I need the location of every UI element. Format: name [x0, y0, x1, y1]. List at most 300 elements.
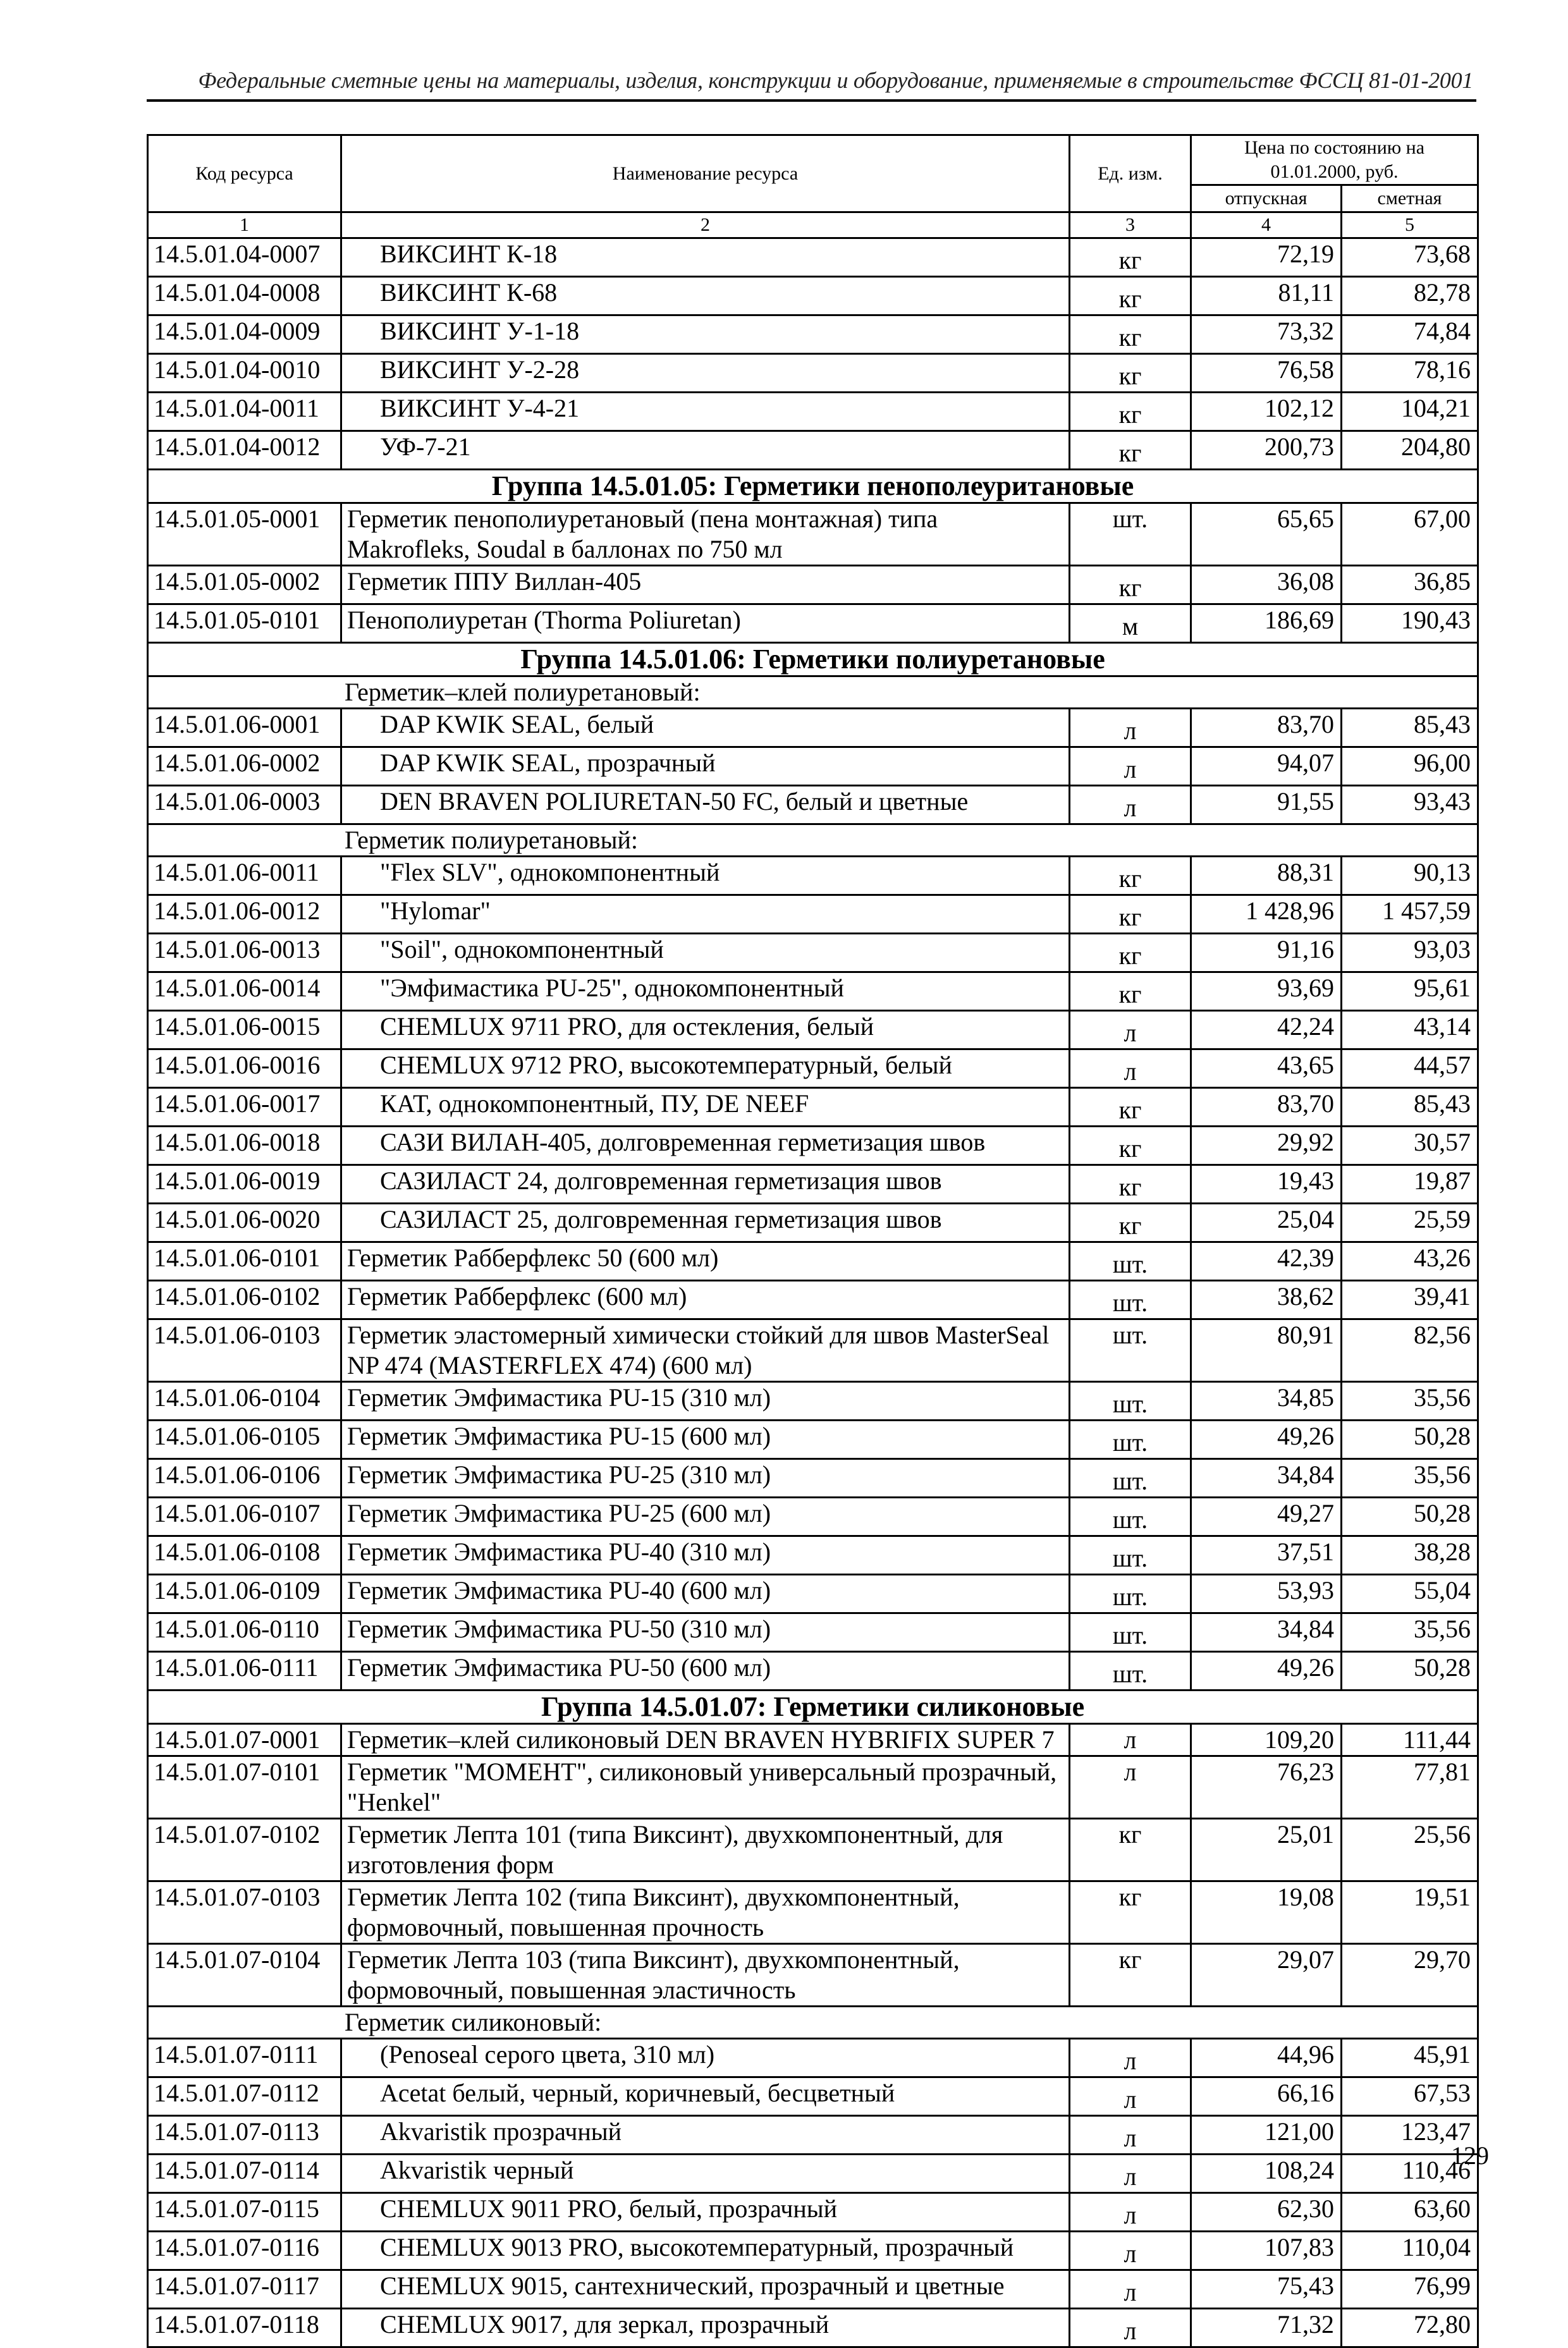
table-row	[148, 1382, 1478, 1421]
resource-code: 14.5.01.07-0112	[148, 2077, 341, 2116]
unit-of-measure: л	[1070, 2116, 1191, 2155]
resource-name: "Эмфимастика PU-25", однокомпонентный	[341, 972, 1070, 1011]
group-heading-row	[148, 643, 1478, 676]
price-release: 36,08	[1191, 566, 1342, 604]
price-estimate: 35,56	[1342, 1382, 1478, 1421]
unit-of-measure: л	[1070, 1756, 1191, 1819]
unit-of-measure: кг	[1070, 895, 1191, 934]
resource-name: УФ-7-21	[341, 431, 1070, 470]
header-price-estimate: сметная	[1342, 185, 1478, 212]
resource-name: CHEMLUX 9015, сантехнический, прозрачный и цветные	[341, 2270, 1070, 2309]
table-row	[148, 1011, 1478, 1049]
resource-code: 14.5.01.07-0116	[148, 2232, 341, 2270]
unit-of-measure: шт.	[1070, 1382, 1191, 1421]
resource-name: CHEMLUX 9711 PRO, для остекления, белый	[341, 1011, 1070, 1049]
unit-of-measure: шт.	[1070, 1575, 1191, 1613]
resource-code: 14.5.01.07-0115	[148, 2193, 341, 2232]
resource-name: Герметик Эмфимастика PU-50 (310 мл)	[341, 1613, 1070, 1652]
unit-of-measure: кг	[1070, 566, 1191, 604]
resource-code: 14.5.01.04-0012	[148, 431, 341, 470]
price-release: 49,26	[1191, 1652, 1342, 1691]
unit-of-measure: кг	[1070, 315, 1191, 354]
resource-name: (Penoseal серого цвета, 310 мл)	[341, 2039, 1070, 2077]
table-row	[148, 604, 1478, 643]
resource-name: "Flex SLV", однокомпонентный	[341, 857, 1070, 895]
table-row	[148, 972, 1478, 1011]
price-release: 108,24	[1191, 2155, 1342, 2193]
price-estimate: 85,43	[1342, 1088, 1478, 1127]
price-release: 42,24	[1191, 1011, 1342, 1049]
price-release: 91,55	[1191, 786, 1342, 824]
price-estimate: 82,56	[1342, 1319, 1478, 1382]
column-number: 2	[341, 212, 1070, 238]
header-price-group: Цена по состоянию на 01.01.2000, руб.	[1191, 135, 1478, 185]
resource-name: DAP KWIK SEAL, прозрачный	[341, 747, 1070, 786]
price-estimate: 19,51	[1342, 1881, 1478, 1944]
unit-of-measure: л	[1070, 2077, 1191, 2116]
resource-name: ВИКСИНТ У-4-21	[341, 393, 1070, 431]
unit-of-measure: кг	[1070, 354, 1191, 393]
price-release: 102,12	[1191, 393, 1342, 431]
column-number: 3	[1070, 212, 1191, 238]
unit-of-measure: л	[1070, 1011, 1191, 1049]
price-estimate: 63,60	[1342, 2193, 1478, 2232]
price-estimate: 43,14	[1342, 1011, 1478, 1049]
price-estimate: 36,85	[1342, 566, 1478, 604]
resource-name: ВИКСИНТ К-18	[341, 238, 1070, 277]
resource-name: ВИКСИНТ У-2-28	[341, 354, 1070, 393]
resource-code: 14.5.01.07-0101	[148, 1756, 341, 1819]
table-row	[148, 1498, 1478, 1536]
unit-of-measure: кг	[1070, 1944, 1191, 2007]
price-release: 44,96	[1191, 2039, 1342, 2077]
price-estimate: 50,28	[1342, 1652, 1478, 1691]
resource-name: Герметик Лепта 102 (типа Виксинт), двухкомпонентный, формовочный, повышенная прочность	[341, 1881, 1070, 1944]
price-release: 200,73	[1191, 431, 1342, 470]
price-release: 72,19	[1191, 238, 1342, 277]
resource-code: 14.5.01.07-0118	[148, 2309, 341, 2347]
price-estimate: 25,59	[1342, 1204, 1478, 1242]
unit-of-measure: кг	[1070, 972, 1191, 1011]
group-heading-row	[148, 470, 1478, 503]
price-release: 53,93	[1191, 1575, 1342, 1613]
resource-code: 14.5.01.06-0107	[148, 1498, 341, 1536]
price-release: 80,91	[1191, 1319, 1342, 1382]
price-estimate: 204,80	[1342, 431, 1478, 470]
price-estimate: 74,84	[1342, 315, 1478, 354]
price-estimate: 95,61	[1342, 972, 1478, 1011]
price-release: 88,31	[1191, 857, 1342, 895]
resource-name: САЗИЛАСТ 25, долговременная герметизация швов	[341, 1204, 1070, 1242]
price-estimate: 104,21	[1342, 393, 1478, 431]
resource-name: Герметик Эмфимастика PU-40 (600 мл)	[341, 1575, 1070, 1613]
resource-code: 14.5.01.06-0111	[148, 1652, 341, 1691]
group-title: Группа 14.5.01.06: Герметики полиуретановые	[148, 643, 1478, 676]
unit-of-measure: л	[1070, 2193, 1191, 2232]
column-number: 4	[1191, 212, 1342, 238]
price-table	[147, 134, 1479, 2348]
price-release: 66,16	[1191, 2077, 1342, 2116]
column-number-row	[148, 212, 1478, 238]
resource-name: "Soil", однокомпонентный	[341, 934, 1070, 972]
table-row	[148, 1204, 1478, 1242]
resource-name: Герметик эластомерный химически стойкий для швов MasterSeal NP 474 (MASTERFLEX 474) (600 мл)	[341, 1319, 1070, 1382]
price-release: 43,65	[1191, 1049, 1342, 1088]
price-estimate: 123,47	[1342, 2116, 1478, 2155]
resource-name: САЗИЛАСТ 24, долговременная герметизация швов	[341, 1165, 1070, 1204]
unit-of-measure: л	[1070, 2309, 1191, 2347]
table-row	[148, 1088, 1478, 1127]
price-release: 73,32	[1191, 315, 1342, 354]
resource-code: 14.5.01.06-0103	[148, 1319, 341, 1382]
price-estimate: 93,03	[1342, 934, 1478, 972]
table-row	[148, 1421, 1478, 1459]
price-release: 34,84	[1191, 1613, 1342, 1652]
resource-code: 14.5.01.06-0003	[148, 786, 341, 824]
resource-code: 14.5.01.06-0015	[148, 1011, 341, 1049]
resource-name: Пенополиуретан (Thorma Poliuretan)	[341, 604, 1070, 643]
resource-name: ВИКСИНТ У-1-18	[341, 315, 1070, 354]
price-estimate: 110,04	[1342, 2232, 1478, 2270]
resource-code: 14.5.01.06-0104	[148, 1382, 341, 1421]
header-price-release: отпускная	[1191, 185, 1342, 212]
price-release: 76,58	[1191, 354, 1342, 393]
resource-code: 14.5.01.06-0019	[148, 1165, 341, 1204]
running-header: Федеральные сметные цены на материалы, изделия, конструкции и оборудование, применяемые в строительстве ФССЦ 81-01-2001	[198, 68, 1473, 93]
price-release: 25,04	[1191, 1204, 1342, 1242]
price-release: 81,11	[1191, 277, 1342, 315]
price-release: 34,85	[1191, 1382, 1342, 1421]
resource-code: 14.5.01.06-0018	[148, 1127, 341, 1165]
resource-code: 14.5.01.07-0111	[148, 2039, 341, 2077]
unit-of-measure: шт.	[1070, 1281, 1191, 1319]
price-release: 29,07	[1191, 1944, 1342, 2007]
price-release: 19,43	[1191, 1165, 1342, 1204]
price-estimate: 50,28	[1342, 1421, 1478, 1459]
resource-code: 14.5.01.07-0102	[148, 1819, 341, 1881]
price-estimate: 93,43	[1342, 786, 1478, 824]
resource-code: 14.5.01.07-0114	[148, 2155, 341, 2193]
table-row	[148, 1165, 1478, 1204]
price-release: 121,00	[1191, 2116, 1342, 2155]
table-row	[148, 354, 1478, 393]
subgroup-heading-row	[148, 676, 1478, 709]
price-estimate: 50,28	[1342, 1498, 1478, 1536]
price-estimate: 85,43	[1342, 709, 1478, 747]
table-row	[148, 2039, 1478, 2077]
table-row	[148, 566, 1478, 604]
price-estimate: 30,57	[1342, 1127, 1478, 1165]
price-release: 94,07	[1191, 747, 1342, 786]
subgroup-title: Герметик–клей полиуретановый:	[148, 676, 1478, 709]
resource-name: CHEMLUX 9013 PRO, высокотемпературный, прозрачный	[341, 2232, 1070, 2270]
table-row	[148, 2077, 1478, 2116]
unit-of-measure: кг	[1070, 277, 1191, 315]
resource-code: 14.5.01.06-0014	[148, 972, 341, 1011]
table-row	[148, 1613, 1478, 1652]
table-row	[148, 1127, 1478, 1165]
price-estimate: 67,53	[1342, 2077, 1478, 2116]
price-estimate: 35,56	[1342, 1459, 1478, 1498]
table-row	[148, 934, 1478, 972]
resource-code: 14.5.01.07-0117	[148, 2270, 341, 2309]
unit-of-measure: кг	[1070, 934, 1191, 972]
price-estimate: 110,46	[1342, 2155, 1478, 2193]
price-estimate: 35,56	[1342, 1613, 1478, 1652]
unit-of-measure: кг	[1070, 393, 1191, 431]
price-release: 49,27	[1191, 1498, 1342, 1536]
unit-of-measure: кг	[1070, 1165, 1191, 1204]
resource-code: 14.5.01.04-0011	[148, 393, 341, 431]
unit-of-measure: л	[1070, 1049, 1191, 1088]
price-estimate: 111,44	[1342, 1724, 1478, 1756]
resource-code: 14.5.01.06-0011	[148, 857, 341, 895]
price-estimate: 45,91	[1342, 2039, 1478, 2077]
table-row	[148, 1242, 1478, 1281]
group-title: Группа 14.5.01.05: Герметики пенополеуритановые	[148, 470, 1478, 503]
unit-of-measure: шт.	[1070, 1319, 1191, 1382]
resource-name: КАТ, однокомпонентный, ПУ, DE NEEF	[341, 1088, 1070, 1127]
header-name: Наименование ресурса	[341, 135, 1070, 212]
price-release: 1 428,96	[1191, 895, 1342, 934]
unit-of-measure: шт.	[1070, 503, 1191, 566]
table-row	[148, 1652, 1478, 1691]
unit-of-measure: шт.	[1070, 1613, 1191, 1652]
unit-of-measure: л	[1070, 2270, 1191, 2309]
resource-code: 14.5.01.05-0002	[148, 566, 341, 604]
resource-name: Герметик Эмфимастика PU-25 (600 мл)	[341, 1498, 1070, 1536]
price-estimate: 44,57	[1342, 1049, 1478, 1088]
unit-of-measure: шт.	[1070, 1421, 1191, 1459]
table-row	[148, 238, 1478, 277]
header-code: Код ресурса	[148, 135, 341, 212]
price-release: 25,01	[1191, 1819, 1342, 1881]
table-row	[148, 2193, 1478, 2232]
resource-code: 14.5.01.06-0102	[148, 1281, 341, 1319]
price-release: 62,30	[1191, 2193, 1342, 2232]
resource-code: 14.5.01.07-0103	[148, 1881, 341, 1944]
price-release: 65,65	[1191, 503, 1342, 566]
table-row	[148, 277, 1478, 315]
column-number: 5	[1342, 212, 1478, 238]
price-release: 83,70	[1191, 709, 1342, 747]
resource-name: Герметик пенополиуретановый (пена монтажная) типа Makrofleks, Soudal в баллонах по 750 мл	[341, 503, 1070, 566]
table-row	[148, 1459, 1478, 1498]
resource-code: 14.5.01.04-0008	[148, 277, 341, 315]
resource-name: Герметик "МОМЕНТ", силиконовый универсальный прозрачный, "Henkel"	[341, 1756, 1070, 1819]
price-release: 49,26	[1191, 1421, 1342, 1459]
resource-code: 14.5.01.04-0010	[148, 354, 341, 393]
resource-name: Герметик–клей силиконовый DEN BRAVEN HYBRIFIX SUPER 7	[341, 1724, 1070, 1756]
resource-code: 14.5.01.06-0101	[148, 1242, 341, 1281]
resource-name: CHEMLUX 9011 PRO, белый, прозрачный	[341, 2193, 1070, 2232]
resource-name: DEN BRAVEN POLIURETAN-50 FC, белый и цветные	[341, 786, 1070, 824]
price-release: 34,84	[1191, 1459, 1342, 1498]
resource-code: 14.5.01.06-0001	[148, 709, 341, 747]
resource-name: Герметик Эмфимастика PU-40 (310 мл)	[341, 1536, 1070, 1575]
unit-of-measure: кг	[1070, 1204, 1191, 1242]
unit-of-measure: л	[1070, 2232, 1191, 2270]
table-row	[148, 1319, 1478, 1382]
resource-name: Герметик ППУ Виллан-405	[341, 566, 1070, 604]
resource-name: Герметик Эмфимастика PU-15 (310 мл)	[341, 1382, 1070, 1421]
price-release: 71,32	[1191, 2309, 1342, 2347]
resource-code: 14.5.01.06-0020	[148, 1204, 341, 1242]
resource-name: Герметик Лепта 101 (типа Виксинт), двухкомпонентный, для изготовления форм	[341, 1819, 1070, 1881]
resource-code: 14.5.01.06-0110	[148, 1613, 341, 1652]
table-row	[148, 1756, 1478, 1819]
resource-name: Acetat белый, черный, коричневый, бесцветный	[341, 2077, 1070, 2116]
price-release: 76,23	[1191, 1756, 1342, 1819]
table-row	[148, 1881, 1478, 1944]
table-row	[148, 709, 1478, 747]
unit-of-measure: кг	[1070, 1881, 1191, 1944]
resource-code: 14.5.01.04-0009	[148, 315, 341, 354]
unit-of-measure: л	[1070, 786, 1191, 824]
resource-code: 14.5.01.06-0012	[148, 895, 341, 934]
subgroup-title: Герметик полиуретановый:	[148, 824, 1478, 857]
table-row	[148, 431, 1478, 470]
resource-code: 14.5.01.06-0106	[148, 1459, 341, 1498]
table-row	[148, 315, 1478, 354]
price-estimate: 96,00	[1342, 747, 1478, 786]
column-number: 1	[148, 212, 341, 238]
table-row	[148, 1944, 1478, 2007]
table-row	[148, 2270, 1478, 2309]
resource-code: 14.5.01.06-0013	[148, 934, 341, 972]
table-row	[148, 1724, 1478, 1756]
price-release: 75,43	[1191, 2270, 1342, 2309]
unit-of-measure: кг	[1070, 1819, 1191, 1881]
unit-of-measure: шт.	[1070, 1498, 1191, 1536]
price-release: 107,83	[1191, 2232, 1342, 2270]
table-body	[148, 238, 1478, 2347]
price-estimate: 82,78	[1342, 277, 1478, 315]
price-release: 38,62	[1191, 1281, 1342, 1319]
unit-of-measure: шт.	[1070, 1242, 1191, 1281]
resource-name: Герметик Рабберфлекс 50 (600 мл)	[341, 1242, 1070, 1281]
resource-code: 14.5.01.06-0017	[148, 1088, 341, 1127]
price-release: 83,70	[1191, 1088, 1342, 1127]
unit-of-measure: шт.	[1070, 1459, 1191, 1498]
resource-name: DAP KWIK SEAL, белый	[341, 709, 1070, 747]
unit-of-measure: кг	[1070, 1127, 1191, 1165]
table-row	[148, 1819, 1478, 1881]
price-release: 29,92	[1191, 1127, 1342, 1165]
table-row	[148, 393, 1478, 431]
table-row	[148, 2309, 1478, 2347]
price-estimate: 90,13	[1342, 857, 1478, 895]
resource-name: Akvaristik черный	[341, 2155, 1070, 2193]
price-estimate: 43,26	[1342, 1242, 1478, 1281]
resource-name: Герметик Эмфимастика PU-25 (310 мл)	[341, 1459, 1070, 1498]
group-title: Группа 14.5.01.07: Герметики силиконовые	[148, 1691, 1478, 1724]
price-release: 93,69	[1191, 972, 1342, 1011]
resource-code: 14.5.01.06-0109	[148, 1575, 341, 1613]
table-row	[148, 857, 1478, 895]
header-unit: Ед. изм.	[1070, 135, 1191, 212]
page-number: 129	[1451, 2141, 1489, 2170]
table-row	[148, 2155, 1478, 2193]
price-release: 37,51	[1191, 1536, 1342, 1575]
unit-of-measure: л	[1070, 2155, 1191, 2193]
resource-name: Герметик Лепта 103 (типа Виксинт), двухкомпонентный, формовочный, повышенная эластичность	[341, 1944, 1070, 2007]
resource-code: 14.5.01.06-0002	[148, 747, 341, 786]
price-estimate: 25,56	[1342, 1819, 1478, 1881]
subgroup-heading-row	[148, 824, 1478, 857]
unit-of-measure: кг	[1070, 431, 1191, 470]
table-header	[148, 135, 1478, 238]
resource-code: 14.5.01.06-0105	[148, 1421, 341, 1459]
table-row	[148, 1049, 1478, 1088]
price-estimate: 73,68	[1342, 238, 1478, 277]
table-row	[148, 786, 1478, 824]
price-estimate: 190,43	[1342, 604, 1478, 643]
unit-of-measure: кг	[1070, 1088, 1191, 1127]
table-row	[148, 1281, 1478, 1319]
unit-of-measure: кг	[1070, 238, 1191, 277]
subgroup-heading-row	[148, 2007, 1478, 2039]
price-release: 109,20	[1191, 1724, 1342, 1756]
resource-name: "Hylomar"	[341, 895, 1070, 934]
resource-code: 14.5.01.07-0104	[148, 1944, 341, 2007]
resource-name: ВИКСИНТ К-68	[341, 277, 1070, 315]
group-heading-row	[148, 1691, 1478, 1724]
price-estimate: 1 457,59	[1342, 895, 1478, 934]
price-release: 91,16	[1191, 934, 1342, 972]
price-estimate: 38,28	[1342, 1536, 1478, 1575]
unit-of-measure: л	[1070, 1724, 1191, 1756]
resource-name: CHEMLUX 9017, для зеркал, прозрачный	[341, 2309, 1070, 2347]
price-release: 186,69	[1191, 604, 1342, 643]
table-row	[148, 2116, 1478, 2155]
header-rule	[147, 99, 1476, 102]
price-estimate: 19,87	[1342, 1165, 1478, 1204]
price-estimate: 72,80	[1342, 2309, 1478, 2347]
price-estimate: 39,41	[1342, 1281, 1478, 1319]
table-row	[148, 503, 1478, 566]
resource-code: 14.5.01.07-0001	[148, 1724, 341, 1756]
resource-code: 14.5.01.04-0007	[148, 238, 341, 277]
price-release: 19,08	[1191, 1881, 1342, 1944]
unit-of-measure: шт.	[1070, 1536, 1191, 1575]
resource-name: CHEMLUX 9712 PRO, высокотемпературный, белый	[341, 1049, 1070, 1088]
unit-of-measure: л	[1070, 747, 1191, 786]
price-release: 42,39	[1191, 1242, 1342, 1281]
resource-name: Герметик Эмфимастика PU-50 (600 мл)	[341, 1652, 1070, 1691]
resource-name: Герметик Эмфимастика PU-15 (600 мл)	[341, 1421, 1070, 1459]
table-row	[148, 747, 1478, 786]
subgroup-title: Герметик силиконовый:	[148, 2007, 1478, 2039]
table-row	[148, 1536, 1478, 1575]
table-row	[148, 1575, 1478, 1613]
unit-of-measure: м	[1070, 604, 1191, 643]
price-estimate: 67,00	[1342, 503, 1478, 566]
unit-of-measure: шт.	[1070, 1652, 1191, 1691]
table-row	[148, 2232, 1478, 2270]
resource-code: 14.5.01.05-0001	[148, 503, 341, 566]
table-row	[148, 895, 1478, 934]
price-estimate: 78,16	[1342, 354, 1478, 393]
resource-code: 14.5.01.06-0016	[148, 1049, 341, 1088]
resource-name: Akvaristik прозрачный	[341, 2116, 1070, 2155]
price-estimate: 55,04	[1342, 1575, 1478, 1613]
unit-of-measure: кг	[1070, 857, 1191, 895]
price-estimate: 77,81	[1342, 1756, 1478, 1819]
resource-code: 14.5.01.05-0101	[148, 604, 341, 643]
resource-code: 14.5.01.06-0108	[148, 1536, 341, 1575]
price-estimate: 76,99	[1342, 2270, 1478, 2309]
